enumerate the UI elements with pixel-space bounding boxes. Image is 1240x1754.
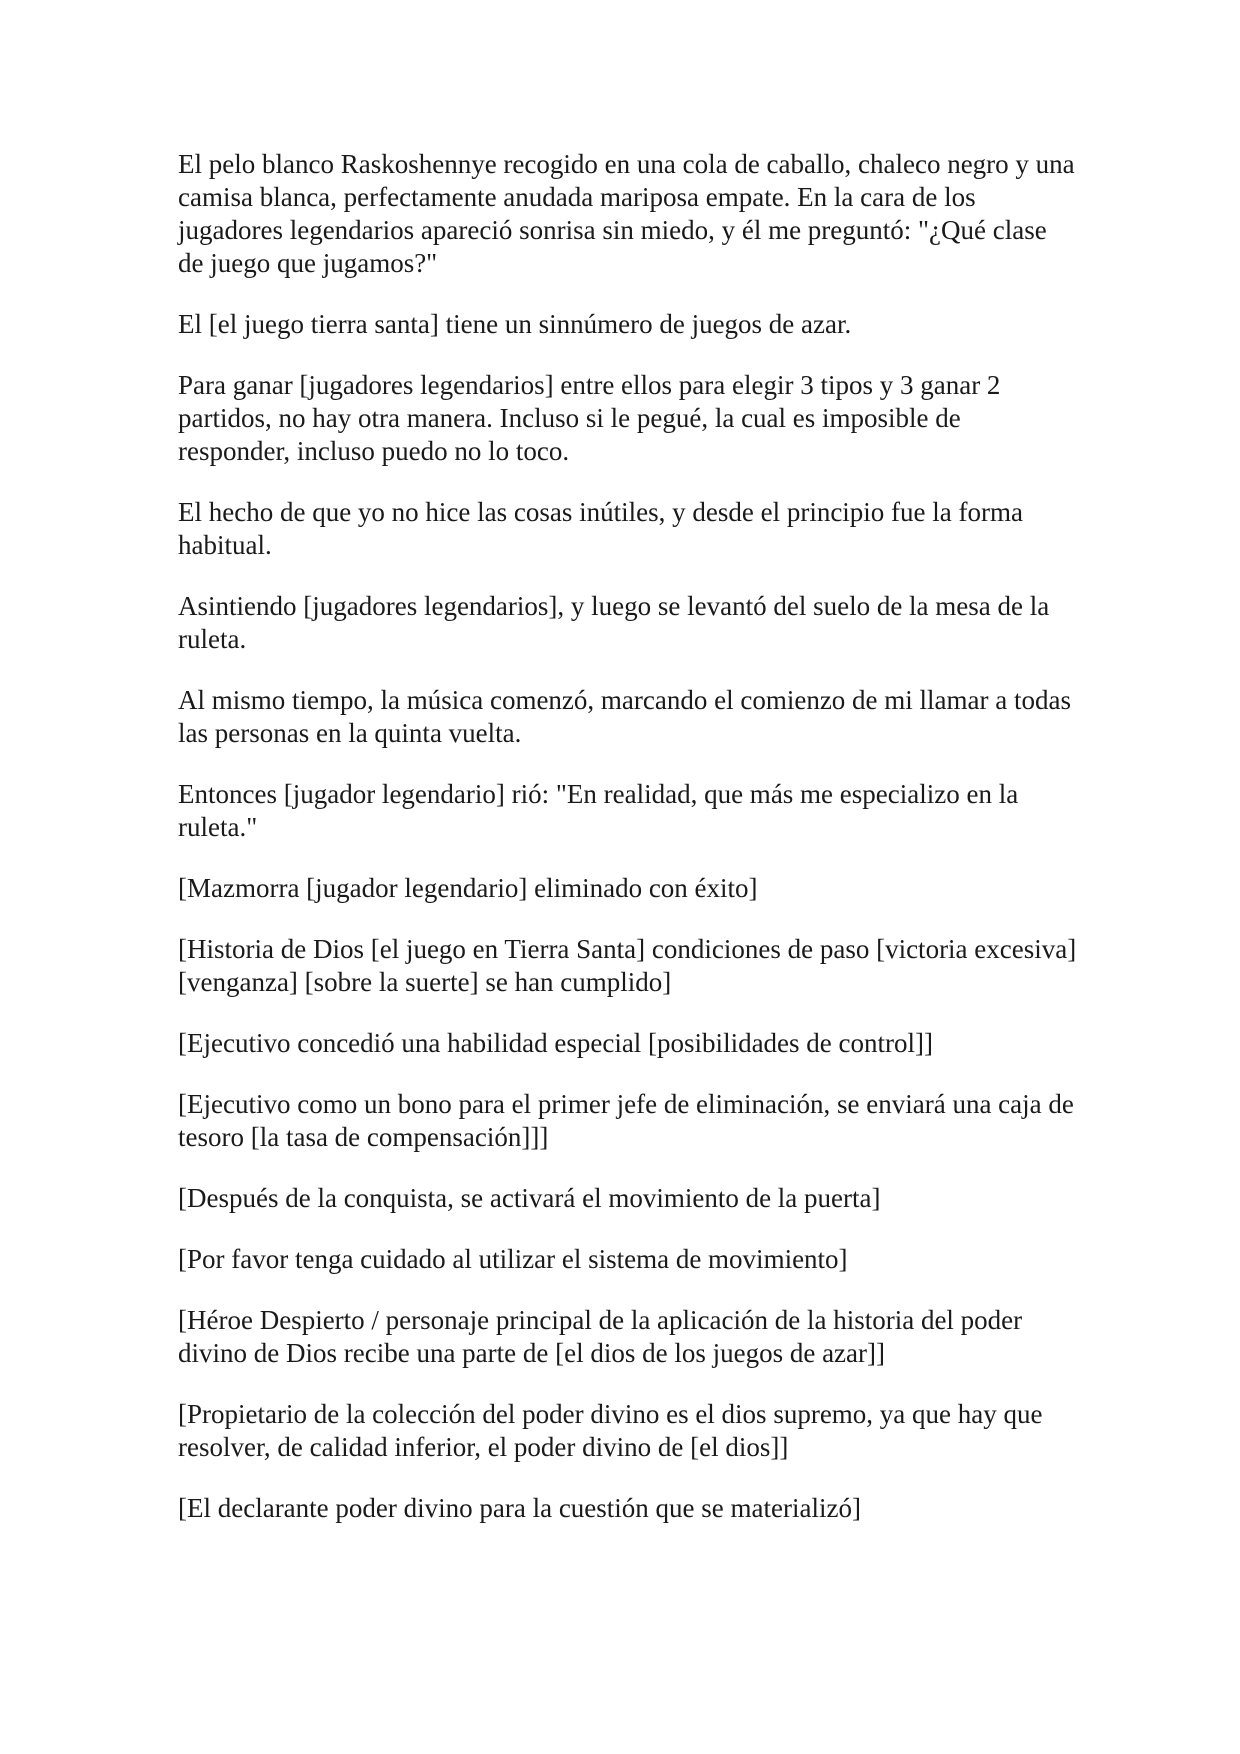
document-body bbox=[178, 148, 1078, 1553]
paragraph: El hecho de que yo no hice las cosas inútiles, y desde el principio fue la forma habitual. bbox=[178, 497, 1023, 560]
paragraph: Entonces [jugador legendario] rió: "En realidad, que más me especializo en la ruleta." bbox=[178, 779, 1019, 842]
system-message: [Ejecutivo como un bono para el primer jefe de eliminación, se enviará una caja de tesoro [la tasa de compensación]]] bbox=[178, 1089, 1074, 1152]
paragraph: El pelo blanco Raskoshennye recogido en una cola de caballo, chaleco negro y una camisa blanca, perfectamente anudada mariposa empate. En la cara de los jugadores legendarios apareció sonrisa sin miedo, y él me preguntó: "¿Qué clase de juego que jugamos?" bbox=[178, 149, 1075, 278]
system-message: [Por favor tenga cuidado al utilizar el sistema de movimiento] bbox=[178, 1244, 848, 1274]
system-message: [Propietario de la colección del poder divino es el dios supremo, ya que hay que resolver, de calidad inferior, el poder divino de [el dios]] bbox=[178, 1399, 1043, 1462]
paragraph: El [el juego tierra santa] tiene un sinnúmero de juegos de azar. bbox=[178, 309, 852, 339]
paragraph: Al mismo tiempo, la música comenzó, marcando el comienzo de mi llamar a todas las personas en la quinta vuelta. bbox=[178, 685, 1071, 748]
system-message: [Mazmorra [jugador legendario] eliminado con éxito] bbox=[178, 873, 758, 903]
system-message: [El declarante poder divino para la cuestión que se materializó] bbox=[178, 1493, 861, 1523]
system-message: [Historia de Dios [el juego en Tierra Santa] condiciones de paso [victoria excesiva] [venganza] [sobre la suerte] se han cumplido] bbox=[178, 934, 1077, 997]
paragraph: Para ganar [jugadores legendarios] entre ellos para elegir 3 tipos y 3 ganar 2 partidos, no hay otra manera. Incluso si le pegué, la cual es imposible de responder, incluso puedo no lo toco. bbox=[178, 370, 1001, 466]
paragraph: Asintiendo [jugadores legendarios], y luego se levantó del suelo de la mesa de la ruleta. bbox=[178, 591, 1050, 654]
system-message: [Después de la conquista, se activará el movimiento de la puerta] bbox=[178, 1183, 881, 1213]
system-message: [Héroe Despierto / personaje principal de la aplicación de la historia del poder divino de Dios recibe una parte de [el dios de los juegos de azar]] bbox=[178, 1305, 1023, 1368]
system-message: [Ejecutivo concedió una habilidad especial [posibilidades de control]] bbox=[178, 1028, 933, 1058]
